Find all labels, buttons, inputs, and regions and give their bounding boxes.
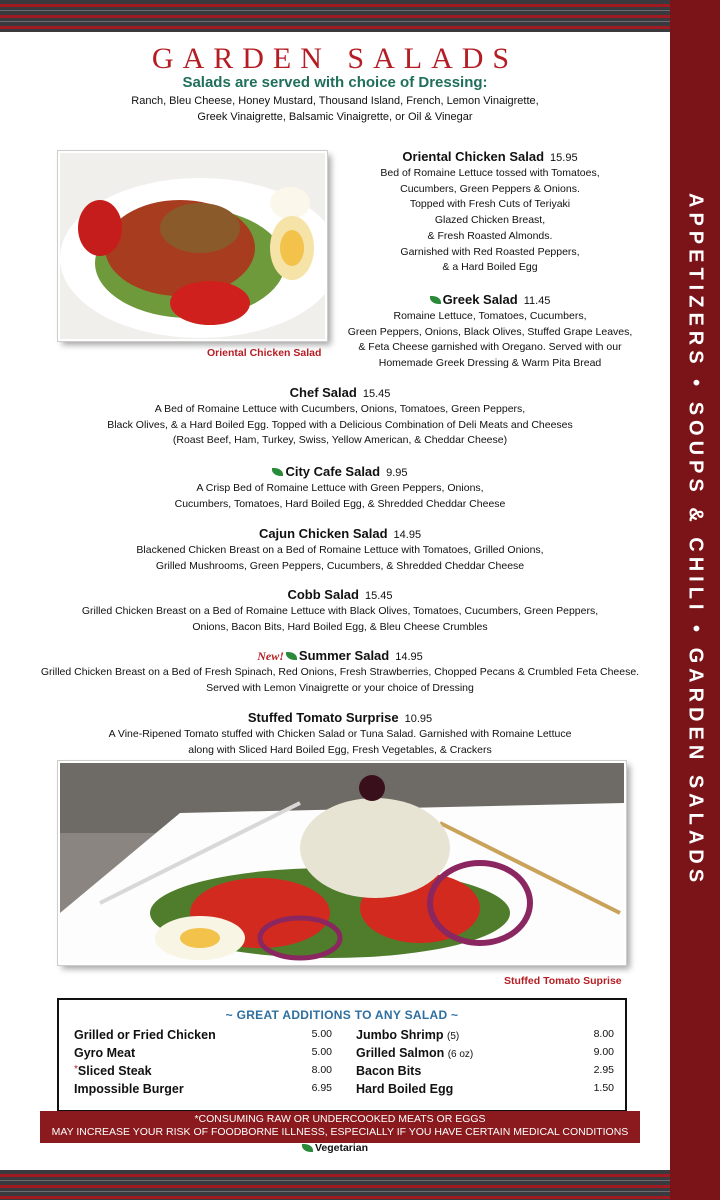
item-description: A Bed of Romaine Lettuce with Cucumbers, Onions, Tomatoes, Green Peppers, Black Olives, & a Hard Boiled Egg. Topped with a Delicious Combination of Deli Meats and Cheeses (Roast Beef, Ham, Turkey, Swiss, Yellow American, & Cheddar Cheese) xyxy=(107,403,573,447)
item-name: Cobb Salad xyxy=(287,587,359,602)
addition-row: Hard Boiled Egg 1.50 xyxy=(356,1082,614,1096)
additions-left-column xyxy=(74,1028,332,1100)
addition-row: Grilled or Fried Chicken 5.00 xyxy=(74,1028,332,1042)
item-description: Grilled Chicken Breast on a Bed of Fresh Spinach, Red Onions, Fresh Strawberries, Chopped Pecans & Crumbled Feta Cheese. Served with Lemon Vinaigrette or your choice of Dressing xyxy=(40,666,640,694)
item-price: 14.95 xyxy=(393,529,422,541)
item-name: Oriental Chicken Salad xyxy=(402,149,545,164)
dressing-list: Ranch, Bleu Cheese, Honey Mustard, Thousand Island, French, Lemon Vinaigrette, Greek Vinaigrette, Balsamic Vinaigrette, or Oil & Vinegar xyxy=(131,95,539,123)
menu-content xyxy=(0,32,670,125)
great-additions-box xyxy=(57,998,627,1112)
item-price: 15.95 xyxy=(550,152,578,164)
addition-row: Bacon Bits 2.95 xyxy=(356,1064,614,1078)
menu-item-stuffed-tomato-surprise xyxy=(40,709,640,758)
raw-warning-asterisk: * xyxy=(74,1064,78,1075)
additions-right-column xyxy=(356,1028,614,1100)
item-name: Chef Salad xyxy=(289,385,357,400)
item-description: A Crisp Bed of Romaine Lettuce with Green Peppers, Onions, Cucumbers, Tomatoes, Hard Boiled Egg, & Shredded Cheddar Cheese xyxy=(174,482,506,510)
item-name: Greek Salad xyxy=(442,292,518,307)
food-safety-warning: *CONSUMING RAW OR UNDERCOOKED MEATS OR EGGS MAY INCREASE YOUR RISK OF FOODBORNE ILLNESS, ESPECIALLY IF YOU HAVE CERTAIN MEDICAL CONDITIONS xyxy=(40,1111,640,1143)
oriental-chicken-salad-photo xyxy=(58,151,327,341)
item-price: 10.95 xyxy=(404,713,433,725)
bottom-stripes xyxy=(0,1170,670,1200)
addition-row: Gyro Meat 5.00 xyxy=(74,1046,332,1060)
vegetarian-legend: Vegetarian xyxy=(0,1142,670,1154)
menu-item-cobb-salad xyxy=(40,586,640,635)
leaf-icon xyxy=(302,1144,313,1152)
item-description: Romaine Lettuce, Tomatoes, Cucumbers, Green Peppers, Onions, Black Olives, Stuffed Grape Leaves, & Feta Cheese garnished with Oregano. Served with our Homemade Greek Dressing & Warm Pita Bread xyxy=(347,310,633,370)
additions-title: ~ GREAT ADDITIONS TO ANY SALAD ~ xyxy=(225,1008,459,1022)
stuffed-tomato-photo xyxy=(58,761,626,965)
item-price: 15.45 xyxy=(364,590,393,602)
item-name: Cajun Chicken Salad xyxy=(258,526,388,541)
leaf-icon xyxy=(272,468,283,476)
item-description: Grilled Chicken Breast on a Bed of Romaine Lettuce with Black Olives, Tomatoes, Cucumbers, Green Peppers, Onions, Bacon Bits, Hard Boiled Egg, & Bleu Cheese Crumbles xyxy=(81,605,599,633)
item-description: A Vine-Ripened Tomato stuffed with Chicken Salad or Tuna Salad. Garnished with Romaine Lettuce along with Sliced Hard Boiled Egg, Fresh Vegetables, & Crackers xyxy=(108,728,572,756)
menu-item-city-cafe-salad xyxy=(40,463,640,512)
item-name: Summer Salad xyxy=(298,648,390,663)
side-banner xyxy=(670,0,720,1200)
menu-item-greek-salad xyxy=(330,291,650,372)
addition-row: Jumbo Shrimp (5) 8.00 xyxy=(356,1028,614,1042)
item-description: Bed of Romaine Lettuce tossed with Tomatoes, Cucumbers, Green Peppers & Onions. Topped with Fresh Cuts of Teriyaki Glazed Chicken Breast, & Fresh Roasted Almonds. Garnished with Red Roasted Peppers, & a Hard Boiled Egg xyxy=(380,167,600,274)
item-name: City Cafe Salad xyxy=(285,464,381,479)
addition-row: Impossible Burger 6.95 xyxy=(74,1082,332,1096)
leaf-icon xyxy=(286,652,297,660)
new-badge: New! xyxy=(257,649,284,663)
menu-item-chef-salad xyxy=(40,384,640,449)
menu-item-summer-salad xyxy=(40,647,640,696)
page-title: GARDEN SALADS xyxy=(151,42,519,75)
top-stripes xyxy=(0,0,670,32)
item-price: 15.45 xyxy=(362,388,391,400)
addition-row: Grilled Salmon (6 oz) 9.00 xyxy=(356,1046,614,1060)
menu-item-cajun-chicken-salad xyxy=(40,525,640,574)
item-price: 11.45 xyxy=(523,295,551,307)
item-price: 14.95 xyxy=(395,651,423,663)
item-description: Blackened Chicken Breast on a Bed of Romaine Lettuce with Tomatoes, Grilled Onions, Grilled Mushrooms, Green Peppers, Cucumbers, & Shredded Cheddar Cheese xyxy=(136,544,544,572)
side-banner-text: APPETIZERS • SOUPS & CHILI • GARDEN SALADS xyxy=(684,192,707,888)
leaf-icon xyxy=(430,296,441,304)
item-price: 9.95 xyxy=(386,467,408,479)
menu-item-oriental-chicken-salad xyxy=(340,148,640,276)
stuffed-photo-caption: Stuffed Tomato Suprise xyxy=(504,975,622,987)
dressing-subtitle: Salads are served with choice of Dressing: xyxy=(182,74,488,91)
addition-row: *Sliced Steak 8.00 xyxy=(74,1064,332,1078)
item-name: Stuffed Tomato Surprise xyxy=(247,710,399,725)
oriental-photo-caption: Oriental Chicken Salad xyxy=(207,347,322,359)
